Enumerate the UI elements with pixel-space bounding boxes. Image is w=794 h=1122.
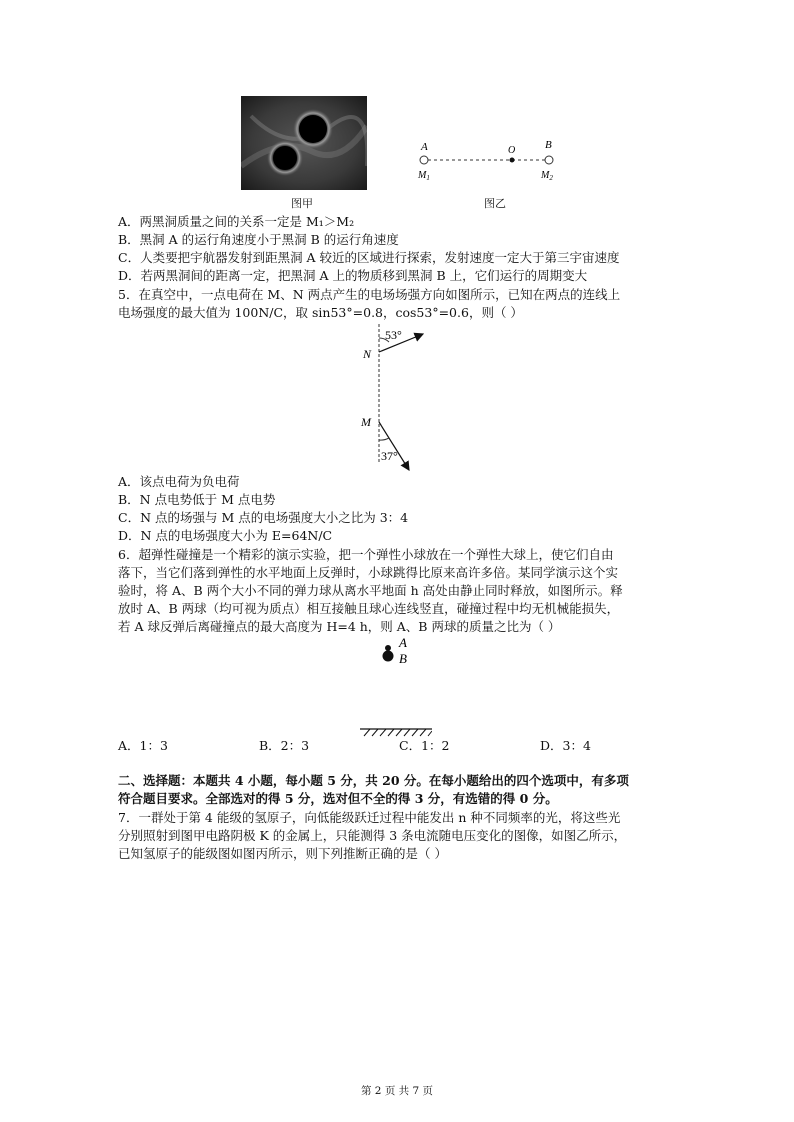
ball-b-label: B (399, 651, 407, 666)
q6-option-b: B．2：3 (259, 738, 310, 753)
section-2-heading-line-1: 二、选择题：本题共 4 小题，每小题 5 分，共 20 分。在每小题给出的四个选项中，有多项 (118, 773, 629, 788)
body-a (420, 156, 428, 164)
q4-option-a: A．两黑洞质量之间的关系一定是 M₁＞M₂ (118, 214, 355, 229)
page-footer: 第 2 页 共 7 页 (360, 1085, 434, 1097)
black-hole-image (241, 96, 367, 190)
q6-stem-line-3: 验时，将 A、B 两个大小不同的弹力球从离水平地面 h 高处由静止同时释放，如图所示。释 (118, 583, 623, 598)
q6-stem-line-4: 放时 A、B 两球（均可视为质点）相互接触且球心连线竖直，碰撞过程中均无机械能损失， (118, 601, 620, 616)
q6-option-d: D．3：4 (540, 738, 591, 753)
two-balls-diagram (378, 634, 418, 670)
field-direction-diagram (355, 322, 445, 477)
q7-stem-line-2: 分别照射到图甲电路阴极 K 的金属上，只能测得 3 条电流随电压变化的图像，如图乙所示， (118, 828, 627, 843)
q6-stem-line-2: 落下，当它们落到弹性的水平地面上反弹时，小球跳得比原来高许多倍。某同学演示这个实 (118, 565, 619, 580)
label-b: B (545, 139, 552, 151)
q6-option-a: A．1：3 (118, 738, 168, 753)
label-o: O (508, 145, 516, 156)
figure-yi-caption: 图乙 (484, 197, 506, 210)
section-2-heading-line-2: 符合题目要求。全部选对的得 5 分，选对但不全的得 3 分，有选错的得 0 分。 (118, 791, 558, 806)
q5-stem-line-1: 5．在真空中，一点电荷在 M、N 两点产生的电场场强方向如图所示，已知在两点的连线上 (118, 287, 621, 302)
angle-37-label: 37° (381, 449, 398, 463)
body-b (545, 156, 553, 164)
label-a: A (421, 141, 428, 153)
ball-a-label: A (399, 635, 407, 650)
q5-option-c: C．N 点的场强与 M 点的电场强度大小之比为 3：4 (118, 510, 409, 525)
point-n-label: N (363, 347, 372, 361)
figure-yi-diagram (410, 138, 560, 186)
q7-stem-line-3: 已知氢原子的能级图如图丙所示，则下列推断正确的是（ ） (118, 846, 447, 861)
q6-stem-line-5: 若 A 球反弹后离碰撞点的最大高度为 H=4 h，则 A、B 两球的质量之比为（ ） (118, 619, 561, 634)
q5-option-a: A．该点电荷为负电荷 (118, 474, 240, 489)
q4-option-b: B．黑洞 A 的运行角速度小于黑洞 B 的运行角速度 (118, 232, 399, 247)
q5-stem-line-2: 电场强度的最大值为 100N/C，取 sin53°=0.8，cos53°=0.6，则（ ） (118, 305, 523, 320)
q6-stem-line-1: 6．超弹性碰撞是一个精彩的演示实验，把一个弹性小球放在一个弹性大球上，使它们自由 (118, 547, 614, 562)
center-o (510, 158, 515, 163)
angle-53-label: 53° (385, 328, 402, 342)
label-m2: $M_2$ (541, 170, 553, 182)
ball-a (385, 645, 391, 651)
ball-b (383, 651, 394, 662)
q4-option-c: C．人类要把宇航器发射到距黑洞 A 较近的区域进行探索，发射速度一定大于第三宇宙速度 (118, 250, 620, 265)
q4-option-d: D．若两黑洞间的距离一定，把黑洞 A 上的物质移到黑洞 B 上，它们运行的周期变大 (118, 268, 588, 283)
point-m-label: M (361, 415, 371, 429)
q5-option-d: D．N 点的电场强度大小为 E=64N/C (118, 528, 333, 543)
angle-arc-m (379, 438, 389, 440)
ground-surface (360, 726, 432, 736)
figure-jia-caption: 图甲 (291, 197, 313, 210)
q7-stem-line-1: 7．一群处于第 4 能级的氢原子，向低能级跃迁过程中能发出 n 种不同频率的光，将这些光 (118, 810, 621, 825)
q6-option-c: C．1：2 (399, 738, 450, 753)
label-m1: $M_1$ (418, 170, 430, 182)
black-hole-photo (241, 96, 367, 190)
q5-option-b: B．N 点电势低于 M 点电势 (118, 492, 276, 507)
